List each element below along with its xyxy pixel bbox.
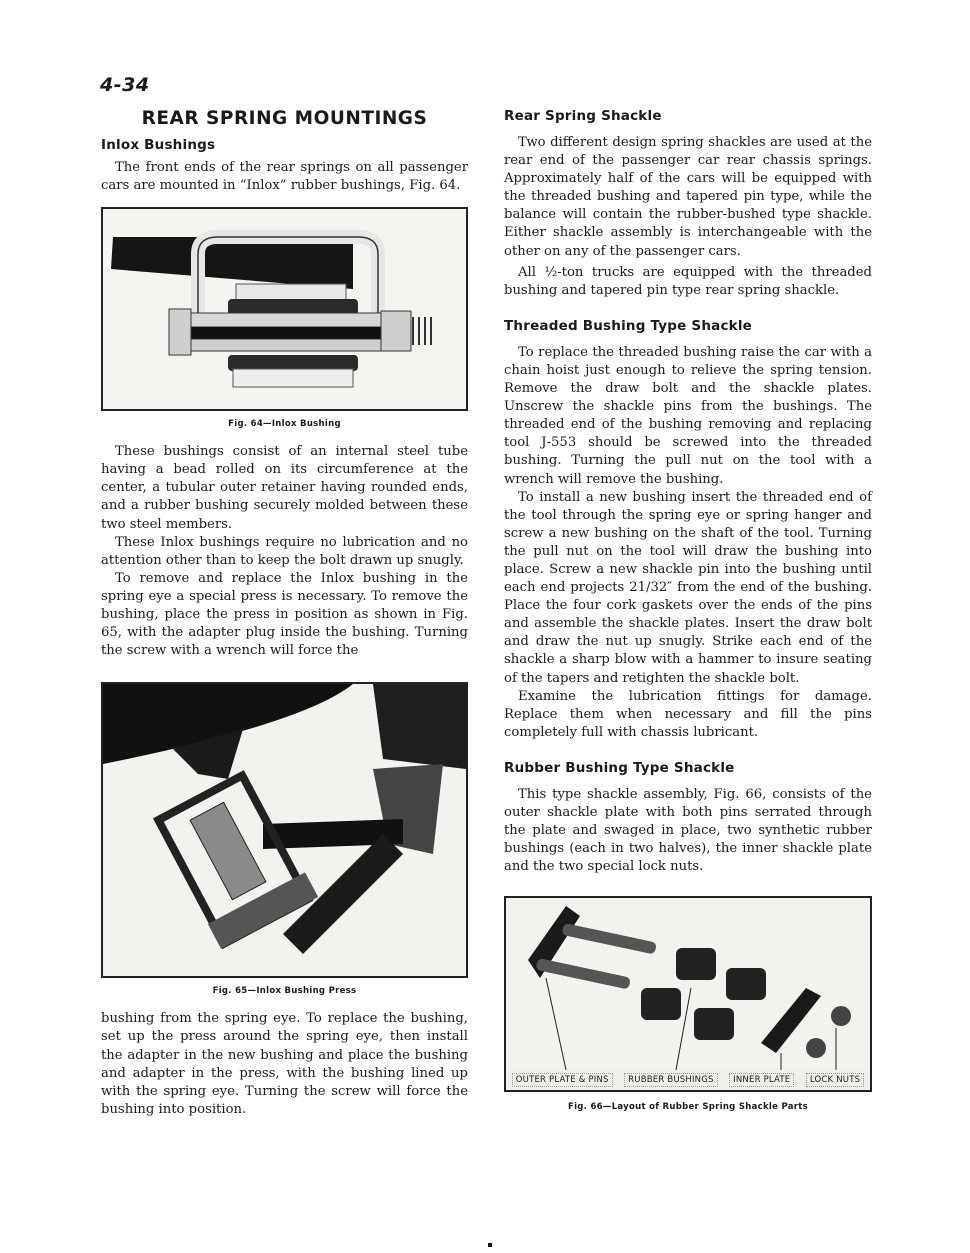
label-rubber-bushings: RUBBER BUSHINGS [624,1073,717,1087]
left-column [101,108,468,1119]
figure-66-part-labels [506,1070,870,1090]
right-column [504,108,872,1112]
page-title: REAR SPRING MOUNTINGS [141,108,428,129]
paragraph: All ½-ton trucks are equipped with the threaded bushing and tapered pin type rear spring shackle. [504,264,872,298]
paragraph: These bushings consist of an internal steel tube having a bead rolled on its circumference at the center, a tubular outer retainer having rounded ends, and a rubber bushing securely molded between these two steel members. [101,444,468,532]
figure-64-inlox-bushing [101,207,468,411]
paragraph: This type shackle assembly, Fig. 66, consists of the outer shackle plate with both pins serrated through the plate and swaged in place, two synthetic rubber bushings (each in two halves), the inner shackle plate and the two special lock nuts. [504,786,872,875]
inlox-bushing-illustration [103,209,466,409]
heading-threaded-bushing-type-shackle: Threaded Bushing Type Shackle [504,317,753,334]
label-inner-plate: INNER PLATE [729,1073,794,1087]
figure-66-rubber-shackle-parts [504,896,872,1092]
figure-64-caption: Fig. 64—Inlox Bushing [228,419,341,430]
paragraph: bushing from the spring eye. To replace the bushing, set up the press around the spring eye, then install the adapter in the new bushing and place the bushing and adapter in the press, with the bushing lined up with the spring eye. Turning the screw will force the bushing into position. [101,1011,468,1117]
shackle-parts-photo [506,898,870,1070]
heading-rear-spring-shackle: Rear Spring Shackle [504,108,662,124]
paragraph: The front ends of the rear springs on all passenger cars are mounted in “Inlox” rubber bushings, Fig. 64. [101,160,468,194]
figure-65-inlox-bushing-press [101,682,468,978]
paragraph: To replace the threaded bushing raise the car with a chain hoist just enough to relieve the spring tension. Remove the draw bolt and the shackle plates. Unscrew the shackle pins from the bushings. The threaded end of the bushing removing and replacing tool J-553 should be screwed into the threaded bushing. Turning the pull nut on the tool with a wrench will remove the bushing. [504,344,872,487]
paragraph: Examine the lubrication fittings for damage. Replace them when necessary and fill the pins completely full with chassis lubricant. [504,688,872,740]
figure-65-caption: Fig. 65—Inlox Bushing Press [212,986,357,997]
label-outer-plate-pins: OUTER PLATE & PINS [512,1073,613,1087]
paragraph: To install a new bushing insert the threaded end of the tool through the spring eye or spring hanger and screw a new bushing on the shaft of the tool. Turning the pull nut on the tool will draw the bushing into place. Screw a new shackle pin into the bushing until each end projects 21/32″ from the end of the bushing. Place the four cork gaskets over the ends of the pins and assemble the shackle plates. Insert the draw bolt and draw the nut up snugly. Strike each end of the shackle a sharp blow with a hammer to insure seating of the tapers and retighten the shackle bolt. [504,489,872,686]
heading-inlox-bushings: Inlox Bushings [101,137,216,153]
bushing-press-photo [103,684,466,976]
page-mark [488,1243,492,1247]
label-lock-nuts: LOCK NUTS [806,1073,864,1087]
paragraph: To remove and replace the Inlox bushing in the spring eye a special press is necessary. To remove the bushing, place the press in position as shown in Fig. 65, with the adapter plug inside the bushing. Turning the screw with a wrench will force the [101,570,468,659]
paragraph: Two different design spring shackles are used at the rear end of the passenger car rear chassis springs. Approximately half of the cars will be equipped with the threaded bushing and tapered pin type, while the balance will contain the rubber-bushed type shackle. Either shackle assembly is interchangeable with the other on any of the passenger cars. [504,135,872,259]
heading-rubber-bushing-type-shackle: Rubber Bushing Type Shackle [504,759,735,776]
paragraph: These Inlox bushings require no lubrication and no attention other than to keep the bolt drawn up snugly. [101,534,468,568]
figure-66-caption: Fig. 66—Layout of Rubber Spring Shackle Parts [567,1102,809,1113]
page-number: 4-34 [100,74,150,96]
